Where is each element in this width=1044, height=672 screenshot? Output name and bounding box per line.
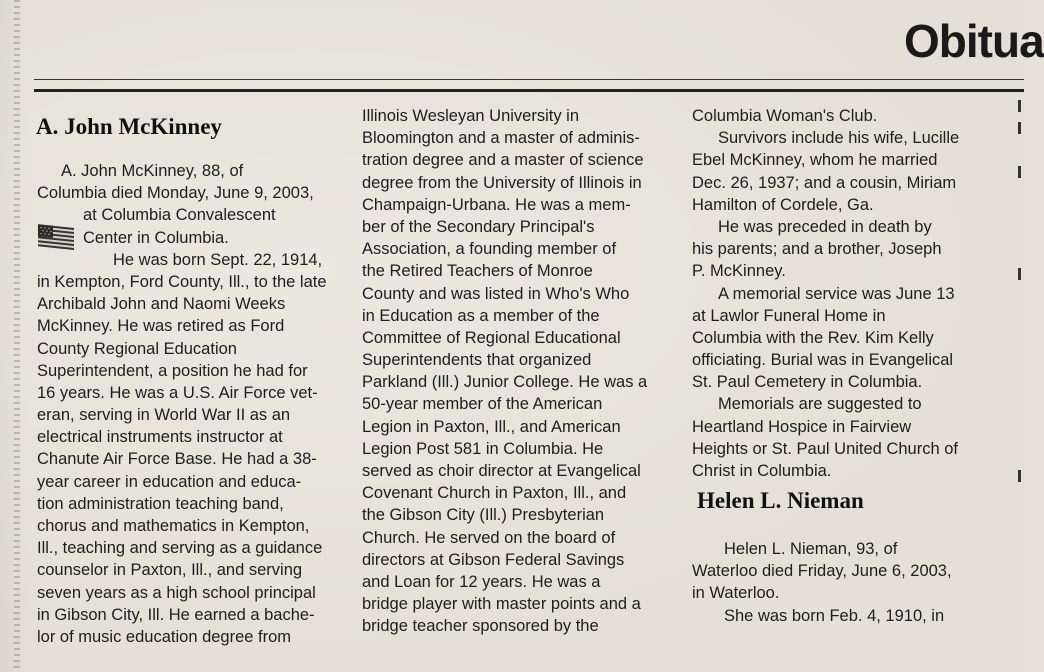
text-line: Memorials are suggested to xyxy=(718,395,922,414)
text-line: Survivors include his wife, Lucille xyxy=(718,129,960,148)
text-line: Church. He served on the board of xyxy=(362,528,616,547)
text-line: County and was listed in Who's Who xyxy=(362,284,630,303)
text-line: McKinney. He was retired as Ford xyxy=(37,317,285,336)
text-line: Columbia died Monday, June 9, 2003, xyxy=(37,184,314,203)
text-line: Covenant Church in Paxton, Ill., and xyxy=(362,484,627,503)
text-line: tration degree and a master of science xyxy=(362,151,644,170)
text-line: seven years as a high school principal xyxy=(37,583,316,602)
obituary-column-2 xyxy=(362,105,667,638)
text-line: Columbia with the Rev. Kim Kelly xyxy=(692,328,934,347)
text-line: She was born Feb. 4, 1910, in xyxy=(724,606,945,625)
text-line: in Education as a member of the xyxy=(362,306,600,325)
text-line: A memorial service was June 13 xyxy=(718,284,955,303)
section-title: Obitua xyxy=(904,15,1044,67)
text-line: bridge teacher sponsored by the xyxy=(362,617,599,636)
text-line: A. John McKinney, 88, of xyxy=(61,162,244,180)
text-line: his parents; and a brother, Joseph xyxy=(692,240,942,259)
text-line: in Waterloo. xyxy=(692,584,780,603)
text-line: served as choir director at Evangelical xyxy=(362,462,641,480)
text-line: Dec. 26, 1937; and a cousin, Miriam xyxy=(692,173,957,192)
text-line: Committee of Regional Educational xyxy=(362,328,621,347)
text-line: chorus and mathematics in Kempton, xyxy=(37,517,310,535)
header-rule-thin xyxy=(34,79,1024,80)
page-edge xyxy=(14,0,20,672)
text-line: year career in education and educa- xyxy=(37,472,302,491)
text-line: officiating. Burial was in Evangelical xyxy=(692,351,954,370)
text-line: Heights or St. Paul United Church of xyxy=(692,439,958,458)
text-line: lor of music education degree from xyxy=(37,627,292,646)
text-line: He was preceded in death by xyxy=(718,217,932,236)
text-line: degree from the University of Illinois in xyxy=(362,173,642,192)
text-line: 16 years. He was a U.S. Air Force vet- xyxy=(37,383,318,402)
text-line: Columbia Woman's Club. xyxy=(692,107,878,125)
text-line: Center in Columbia. xyxy=(83,228,229,247)
text-line: Bloomington and a master of adminis- xyxy=(362,129,640,148)
text-line: Illinois Wesleyan University in xyxy=(362,107,580,125)
text-line: St. Paul Cemetery in Columbia. xyxy=(692,373,923,392)
text-line: Ebel McKinney, whom he married xyxy=(692,151,938,170)
text-line: bridge player with master points and a xyxy=(362,595,641,614)
text-line: and Loan for 12 years. He was a xyxy=(362,572,601,591)
text-line: at Columbia Convalescent xyxy=(83,206,276,225)
text-line: in Gibson City, Ill. He earned a bache- xyxy=(37,605,315,624)
text-line: County Regional Education xyxy=(37,339,237,358)
text-line: Hamilton of Cordele, Ga. xyxy=(692,195,874,214)
text-line: Chanute Air Force Base. He had a 38- xyxy=(37,450,317,469)
text-line: P. McKinney. xyxy=(692,262,786,281)
text-line: Superintendents that organized xyxy=(362,351,592,370)
text-line: directors at Gibson Federal Savings xyxy=(362,550,625,569)
obituary-column-1 xyxy=(37,160,337,648)
text-line: Legion in Paxton, Ill., and American xyxy=(362,417,621,436)
text-line: Superintendent, a position he had for xyxy=(37,361,308,380)
text-line: Archibald John and Naomi Weeks xyxy=(37,295,286,314)
obituary-nieman-body xyxy=(692,538,998,627)
text-line: at Lawlor Funeral Home in xyxy=(692,306,886,325)
cropped-next-column xyxy=(1016,100,1024,672)
obituary-headline-mckinney: A. John McKinney xyxy=(36,114,222,139)
obituary-headline-nieman: Helen L. Nieman xyxy=(697,488,864,513)
text-line: He was born Sept. 22, 1914, xyxy=(113,250,323,269)
text-line: the Gibson City (Ill.) Presbyterian xyxy=(362,506,605,525)
obituary-column-3 xyxy=(692,105,998,482)
text-line: Heartland Hospice in Fairview xyxy=(692,417,912,436)
text-line: Christ in Columbia. xyxy=(692,462,832,480)
text-line: electrical instruments instructor at xyxy=(37,428,283,447)
text-line: eran, serving in World War II as an xyxy=(37,406,291,425)
text-line: Ill., teaching and serving as a guidance xyxy=(37,539,323,558)
text-line: Association, a founding member of xyxy=(362,240,617,259)
text-line: in Kempton, Ford County, Ill., to the late xyxy=(37,272,327,291)
text-line: Legion Post 581 in Columbia. He xyxy=(362,439,604,458)
header-rule-thick xyxy=(34,89,1024,92)
text-line: the Retired Teachers of Monroe xyxy=(362,262,593,281)
text-line: Helen L. Nieman, 93, of xyxy=(724,540,898,558)
text-line: Champaign-Urbana. He was a mem- xyxy=(362,195,631,214)
text-line: 50-year member of the American xyxy=(362,395,603,414)
text-line: Waterloo died Friday, June 6, 2003, xyxy=(692,562,952,581)
text-line: counselor in Paxton, Ill., and serving xyxy=(37,561,303,580)
text-line: ber of the Secondary Principal's xyxy=(362,217,595,236)
text-line: tion administration teaching band, xyxy=(37,494,284,513)
text-line: Parkland (Ill.) Junior College. He was a xyxy=(362,373,648,392)
